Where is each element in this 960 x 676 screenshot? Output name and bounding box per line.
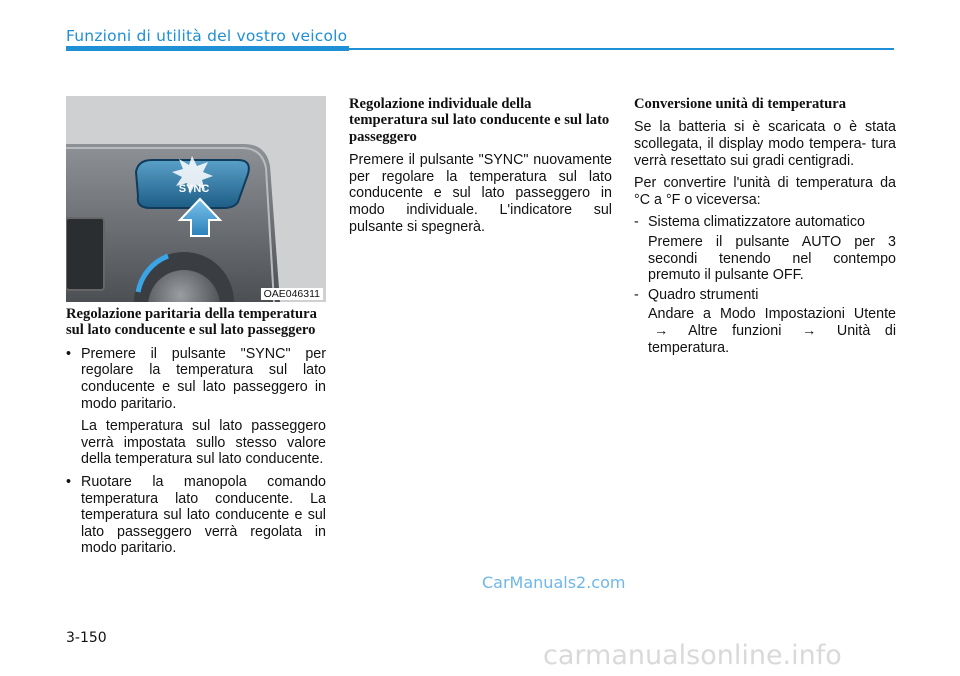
bullet-item	[66, 346, 326, 412]
dash-item	[634, 287, 896, 304]
bullet-continuation: La temperatura sul lato passeggero verrà impostata sullo stesso valore della temperatura sul lato conducente.	[81, 418, 326, 468]
dash-text: Sistema climatizzatore automatico	[648, 214, 865, 231]
dash-item-text: Premere il pulsante AUTO per 3 secondi tenendo nel contempo premuto il pulsante OFF.	[648, 233, 896, 284]
header-rule-thick	[66, 46, 349, 51]
dash-text: Quadro strumenti	[648, 286, 759, 303]
dash-item	[634, 214, 896, 231]
paragraph: Per convertire l'unità di temperatura da °C a °F o viceversa:	[634, 175, 896, 208]
heading-unit-conversion: Conversione unità di temperatura	[634, 96, 847, 112]
arrow-icon: →	[654, 322, 669, 339]
heading-individual-temperature: Regolazione individuale della temperatura sul lato conducente e sul lato passeggero	[349, 96, 610, 145]
column-1	[66, 306, 326, 557]
arrow-icon: →	[802, 322, 817, 339]
bullet-marker: •	[66, 473, 72, 490]
bullet-marker: •	[66, 345, 72, 362]
watermark: CarManuals2.com	[482, 573, 626, 592]
header-rule-thin	[349, 48, 894, 50]
sync-button-figure	[66, 96, 326, 302]
menu-path-2: Altre funzioni	[688, 322, 782, 339]
section-title: Funzioni di utilità del vostro veicolo	[66, 27, 348, 45]
sync-button-label: SYNC	[178, 183, 210, 195]
menu-path-1: Andare a Modo Impostazioni Utente	[648, 306, 896, 323]
paragraph: Premere il pulsante "SYNC" nuovamente per regolare la temperatura sul lato conducente e sul lato passeggero in modo individuale. L'indicatore sul pulsante si spegnerà.	[349, 152, 612, 235]
bullet-text: Premere il pulsante "SYNC" per regolare la temperatura sul lato conducente e sul lato passeggero in modo paritario.	[81, 345, 326, 412]
sync-illustration	[66, 96, 326, 302]
heading-equal-temperature: Regolazione paritaria della temperatura sul lato conducente e sul lato passeggero	[66, 306, 317, 339]
figure-code: OAE046311	[261, 288, 323, 300]
dash-marker: -	[634, 286, 639, 303]
menu-path-3: Unità di temperatura.	[648, 322, 897, 356]
dash-marker: -	[634, 214, 639, 231]
page-number: 3-150	[66, 630, 107, 646]
watermark-footer: carmanualsonline.info	[543, 640, 842, 671]
column-3	[634, 96, 896, 356]
bullet-item	[66, 474, 326, 557]
dash-item-text	[634, 306, 896, 356]
paragraph: Se la batteria si è scaricata o è stata scollegata, il display modo tempera- tura verrà resettato sui gradi centigradi.	[634, 119, 896, 169]
bullet-text: Ruotare la manopola comando temperatura lato conducente. La temperatura sul lato conducente e sul lato passeggero verrà regolata in modo paritario.	[81, 473, 326, 557]
column-2	[349, 96, 612, 235]
